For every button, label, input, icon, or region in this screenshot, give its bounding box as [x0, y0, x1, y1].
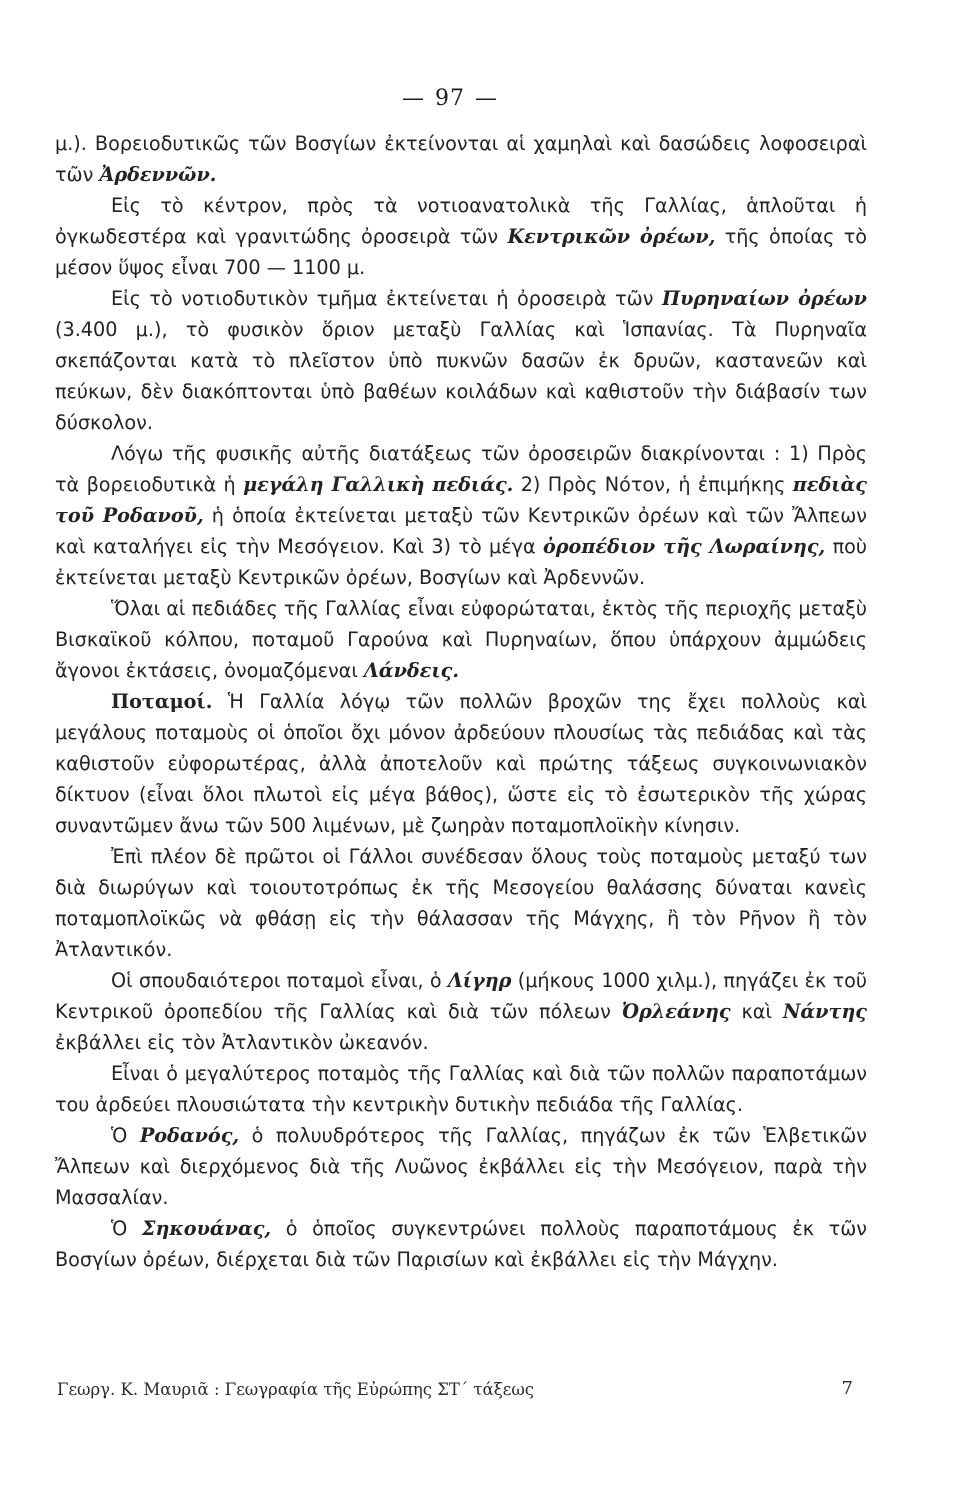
paragraph [55, 283, 867, 438]
text-run: καὶ [730, 1000, 783, 1023]
paragraph [55, 1120, 867, 1213]
emphasis-term: Ὀρλεάνης [621, 1000, 731, 1023]
page-number-dash-right: — [475, 86, 498, 111]
body-text [55, 128, 867, 1275]
paragraph [55, 190, 867, 283]
emphasis-term: πεδιὰς τοῦ Ροδανοῦ, [55, 473, 867, 527]
text-run: (3.400 μ.), τὸ φυσικὸν ὅριον μεταξὺ Γαλλίας καὶ Ἱσπανίας. Τὰ Πυρηναῖα σκεπάζονται κατὰ τὸ πλεῖστον ὑπὸ πυκνῶν δασῶν ἐκ δρυῶν, καστανεῶν καὶ πεύκων, δὲν διακόπτονται ὑπὸ βαθέων κοιλάδων καὶ καθιστοῦν τὴν διάβασίν των δύσκολον. [55, 318, 867, 434]
text-run: Ὁ [111, 1124, 140, 1147]
emphasis-term: Ροδανός, [139, 1124, 240, 1147]
page-number-dash-left: — [402, 86, 425, 111]
text-run: Λόγω τῆς φυσικῆς αὐτῆς διατάξεως τῶν ὀροσειρῶν διακρίνονται : 1) Πρὸς τὰ βορειοδυτικὰ ἡ [55, 442, 867, 496]
text-run: ὁ πολυυδρότερος τῆς Γαλλίας, πηγάζων ἐκ τῶν Ἑλβετικῶν Ἄλπεων καὶ διερχόμενος διὰ τῆς Λυῶνος ἐκβάλλει εἰς τὴν Μεσόγειον, παρὰ τὴν Μασσαλίαν. [55, 1124, 868, 1209]
paragraph [55, 841, 867, 965]
emphasis-term: Λίγηρ [447, 969, 512, 992]
text-run: ὁ ὁποῖος συγκεντρώνει πολλοὺς παραποτάμους ἐκ τῶν Βοσγίων ὀρέων, διέρχεται διὰ τῶν Παρισίων καὶ ἐκβάλλει εἰς τὴν Μάγχην. [55, 1217, 867, 1271]
text-run: τῆς ὁποίας τὸ μέσον ὕψος εἶναι 700 — 1100 μ. [55, 225, 867, 279]
text-run: Ὅλαι αἱ πεδιάδες τῆς Γαλλίας εἶναι εὐφορώταται, ἐκτὸς τῆς περιοχῆς μεταξὺ Βισκαϊκοῦ κόλπου, ποταμοῦ Γαρούνα καὶ Πυρηναίων, ὅπου ὑπάρχουν ἀμμώδεις ἄγονοι ἐκτάσεις, ὀνομαζόμεναι [55, 597, 867, 682]
emphasis-term: Ἀρδεννῶν. [99, 163, 217, 186]
paragraph [55, 128, 867, 190]
text-run: Εἰς τὸ νοτιοδυτικὸν τμῆμα ἐκτείνεται ἡ ὀροσειρὰ τῶν [111, 287, 662, 310]
emphasis-term: Σηκουάνας, [141, 1217, 272, 1240]
emphasis-term: ὀροπέδιον τῆς Λωραίνης, [542, 535, 826, 558]
text-run: Οἱ σπουδαιότεροι ποταμοὶ εἶναι, ὁ [111, 969, 448, 992]
paragraph [55, 1058, 867, 1120]
section-heading: Ποταμοί. [111, 690, 213, 713]
text-run: ἐκβάλλει εἰς τὸν Ἀτλαντικὸν ὠκεανόν. [55, 1031, 429, 1054]
paragraph [55, 965, 867, 1058]
text-run: 2) Πρὸς Νότον, ἡ ἐπιμήκης [513, 473, 793, 496]
text-run: Ἡ Γαλλία λόγῳ τῶν πολλῶν βροχῶν της ἔχει πολλοὺς καὶ μεγάλους ποταμοὺς οἱ ὁποῖοι ὄχι μόνον ἀρδεύουν πλουσίως τὰς πεδιάδας καὶ τὰς καθιστοῦν εὐφορωτέρας, ἀλλὰ ἀποτελοῦν καὶ πρώτης τάξεως συγκοινωνιακὸν δίκτυον (εἶναι ὅλοι πλωτοὶ εἰς μέγα βάθος), ὥστε εἰς τὸ ἐσωτερικὸν τῆς χώρας συναντῶμεν ἄνω τῶν 500 λιμένων, μὲ ζωηρὰν ποταμοπλοϊκὴν κίνησιν. [55, 690, 867, 837]
text-run: μ.). Βορειοδυτικῶς τῶν Βοσγίων ἐκτείνονται αἱ χαμηλαὶ καὶ δασώδεις λοφοσειραὶ τῶν [55, 132, 867, 186]
text-run: Εἰς τὸ κέντρον, πρὸς τὰ νοτιοανατολικὰ τῆς Γαλλίας, ἁπλοῦται ἡ ὀγκωδεστέρα καὶ γρανιτώδης ὀροσειρὰ τῶν [55, 194, 867, 248]
page-number [0, 86, 900, 111]
text-run: Ὁ [111, 1217, 142, 1240]
paragraph [55, 1213, 867, 1275]
text-run: Ἐπὶ πλέον δὲ πρῶτοι οἱ Γάλλοι συνέδεσαν ὅλους τοὺς ποταμοὺς μεταξύ των διὰ διωρύγων καὶ τοιουτοτρόπως ἐκ τῆς Μεσογείου θαλάσσης δύναται κανεὶς ποταμοπλοϊκῶς νὰ φθάσῃ εἰς τὴν θάλασσαν τῆς Μάγχης, ἢ τὸν Ρῆνον ἢ τὸν Ἀτλαντικόν. [55, 845, 867, 961]
text-run: ἡ ὁποία ἐκτείνεται μεταξὺ τῶν Κεντρικῶν ὀρέων καὶ τῶν Ἄλπεων καὶ καταλήγει εἰς τὴν Μεσόγειον. Καὶ 3) τὸ μέγα [55, 504, 867, 558]
text-run: (μήκους 1000 χιλμ.), πηγάζει ἐκ τοῦ Κεντρικοῦ ὀροπεδίου τῆς Γαλλίας καὶ διὰ τῶν πόλεων [55, 969, 868, 1023]
paragraph [55, 593, 867, 686]
emphasis-term: Κεντρικῶν ὀρέων, [507, 225, 716, 248]
emphasis-term: μεγάλη Γαλλικὴ πεδιάς. [243, 473, 514, 496]
page-number-value: 97 [435, 86, 465, 111]
emphasis-term: Πυρηναίων ὀρέων [661, 287, 867, 310]
paragraph [55, 438, 867, 593]
text-run: Εἶναι ὁ μεγαλύτερος ποταμὸς τῆς Γαλλίας καὶ διὰ τῶν πολλῶν παραποτάμων του ἀρδεύει πλουσιώτατα τὴν κεντρικὴν δυτικὴν πεδιάδα τῆς Γαλλίας. [55, 1062, 867, 1116]
emphasis-term: Νάντης [782, 1000, 867, 1023]
paragraph [55, 686, 867, 841]
footer [57, 1380, 857, 1399]
text-run: ποὺ ἐκτείνεται μεταξὺ Κεντρικῶν ὀρέων, Βοσγίων καὶ Ἀρδεννῶν. [55, 535, 867, 589]
footer-signature: 7 [841, 1378, 853, 1399]
footer-text: Γεωργ. Κ. Μαυριᾶ : Γεωγραφία τῆς Εὐρώπης ΣΤ΄ τάξεως [57, 1380, 535, 1399]
emphasis-term: Λάνδεις. [363, 659, 459, 682]
